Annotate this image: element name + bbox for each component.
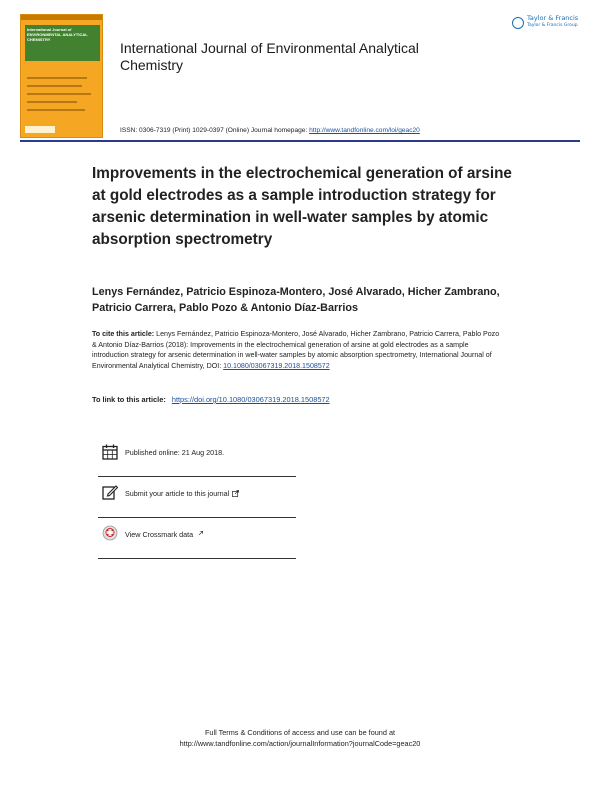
calendar-icon <box>102 444 118 460</box>
cover-text-line <box>27 109 85 111</box>
citation-block <box>92 329 504 371</box>
cover-text-line <box>27 101 77 103</box>
publisher-logo-subtext: Taylor & Francis Group <box>527 23 578 28</box>
crossmark-label: View Crossmark data <box>125 530 194 539</box>
cover-text-line <box>27 77 87 79</box>
cover-publisher-logo <box>25 126 55 133</box>
publisher-logo-icon <box>512 17 524 29</box>
divider <box>98 476 296 477</box>
external-link-icon <box>232 490 239 497</box>
submit-article-link[interactable] <box>125 489 239 498</box>
cover-title-text: International Journal of ENVIRONMENTAL ANALYTICAL CHEMISTRY <box>27 27 88 42</box>
article-link-label: To link to this article: <box>92 395 168 404</box>
crossmark-link[interactable] <box>125 530 203 539</box>
divider <box>98 517 296 518</box>
article-link-line <box>92 395 330 404</box>
article-doi-link[interactable]: https://doi.org/10.1080/03067319.2018.1508572 <box>171 395 330 404</box>
submit-article-row[interactable] <box>98 479 296 515</box>
journal-cover-image[interactable] <box>20 14 103 138</box>
crossmark-icon <box>102 525 118 541</box>
cover-text-line <box>27 93 91 95</box>
cover-top-strip <box>21 15 102 20</box>
citation-text: Lenys Fernández, Patricio Espinoza-Montero, José Alvarado, Hicher Zambrano, Patricio Carrera, Pablo Pozo & Antonio Díaz-Barrios (2018): Improvements in the electrochemical generation of arsine at gold electrodes as a sample introduction strategy for arsenic determination in well-water samples by atomic absorption spectrometry, International Journal of Environmental Analytical Chemistry, DOI: <box>92 330 500 370</box>
divider <box>98 558 296 559</box>
edit-icon <box>102 484 118 500</box>
footer-terms-text: Full Terms & Conditions of access and use can be found at <box>204 728 396 737</box>
footer <box>0 727 600 749</box>
journal-homepage-link[interactable]: http://www.tandfonline.com/loi/geac20 <box>309 127 420 134</box>
cover-text-line <box>27 85 82 87</box>
publisher-logo-text: Taylor & Francis <box>527 14 579 22</box>
issn-text: ISSN: 0306-7319 (Print) 1029-0397 (Online) Journal homepage: <box>120 127 310 134</box>
footer-terms-link[interactable]: http://www.tandfonline.com/action/journalInformation?journalCode=geac20 <box>179 739 421 748</box>
article-authors: Lenys Fernández, Patricio Espinoza-Montero, José Alvarado, Hicher Zambrano, Patricio Carrera, Pablo Pozo & Antonio Díaz-Barrios <box>92 286 500 314</box>
issn-line <box>120 127 420 134</box>
published-online-row <box>98 438 296 474</box>
article-title: Improvements in the electrochemical generation of arsine at gold electrodes as a sample introduction strategy for arsenic determination in well-water samples by atomic absorption spectrometry <box>92 165 512 248</box>
header-divider <box>20 140 580 142</box>
journal-title[interactable]: International Journal of Environmental Analytical Chemistry <box>120 40 419 73</box>
citation-label: To cite this article: <box>92 330 157 338</box>
publisher-logo[interactable] <box>512 16 588 32</box>
submit-article-label: Submit your article to this journal <box>125 489 230 498</box>
external-link-icon <box>196 531 203 538</box>
published-date: Published online: 21 Aug 2018. <box>125 448 225 457</box>
citation-doi-link[interactable]: 10.1080/03067319.2018.1508572 <box>223 361 330 370</box>
crossmark-row[interactable] <box>98 520 296 556</box>
